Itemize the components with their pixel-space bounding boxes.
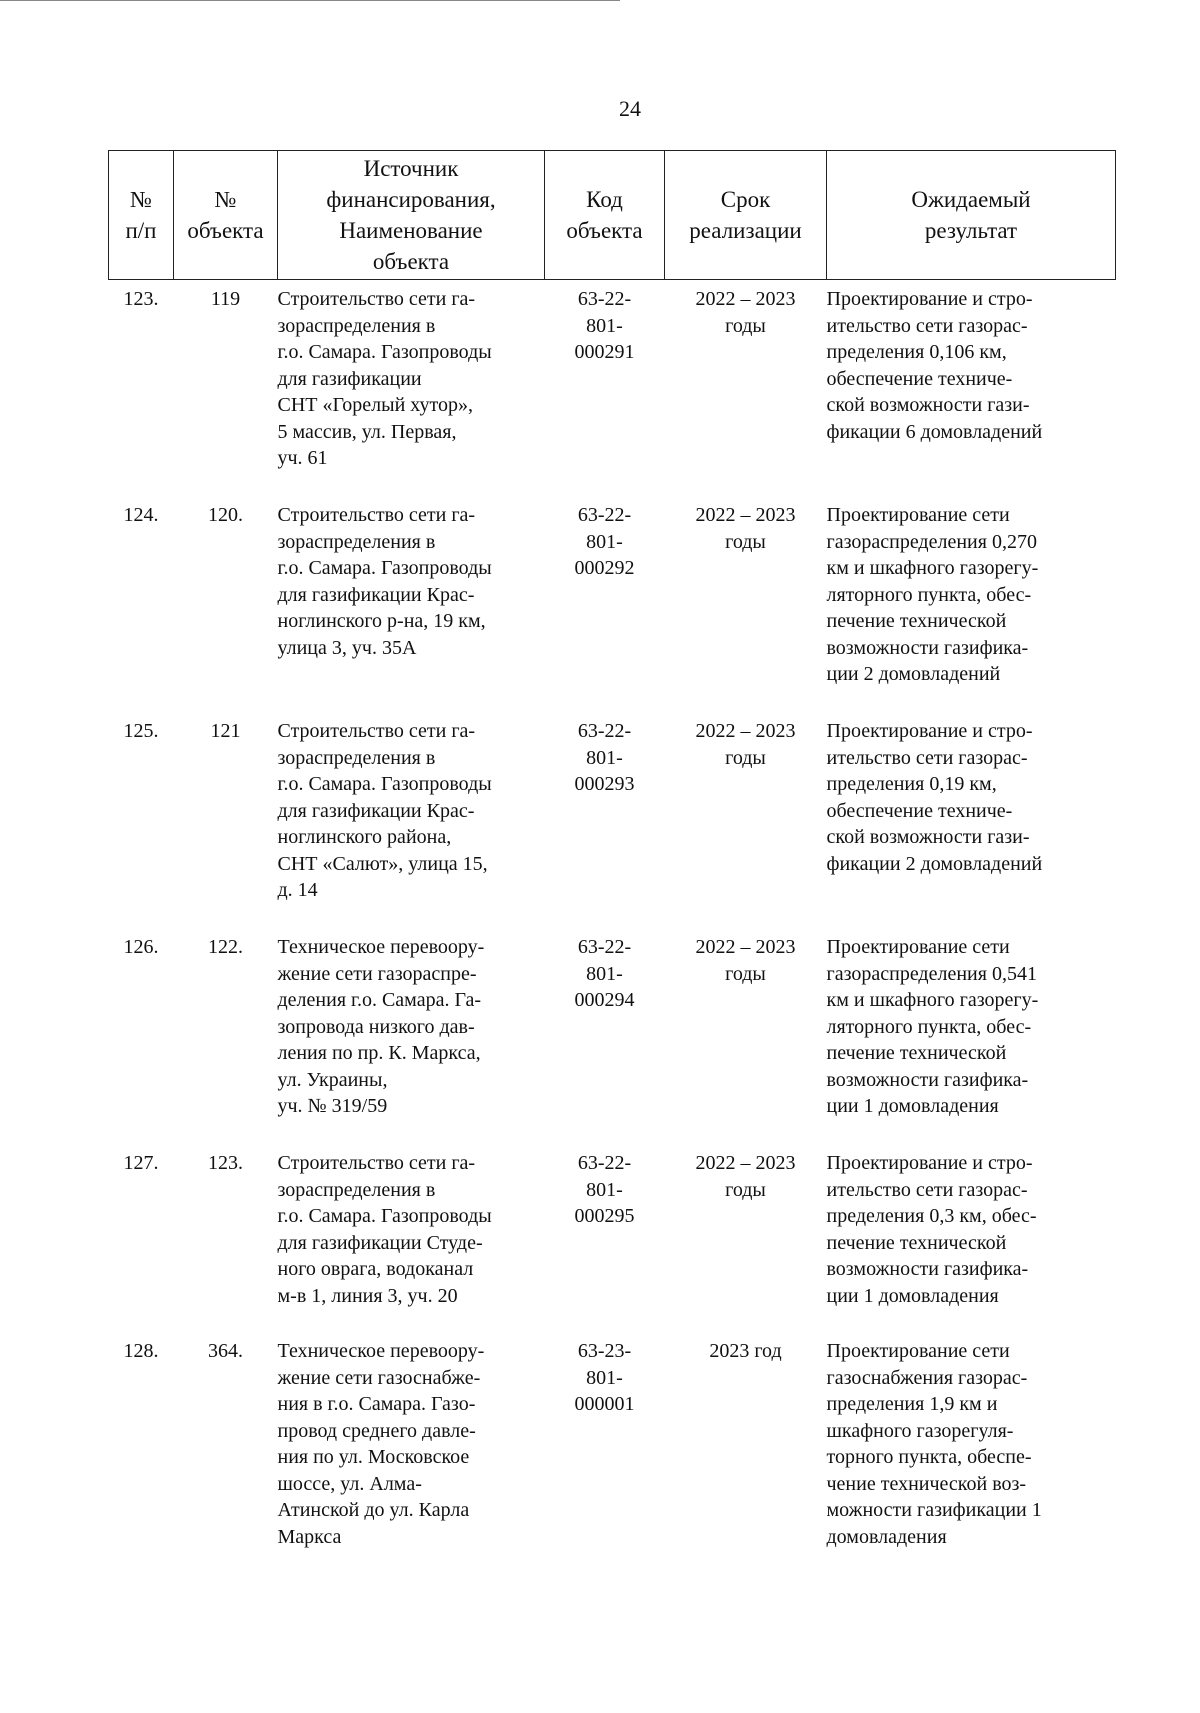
cell-line: 000001 bbox=[574, 1393, 635, 1415]
cell-object-number: 121 bbox=[210, 720, 241, 742]
cell-line: 801- bbox=[586, 314, 623, 337]
cell-line: 2023 год bbox=[709, 1340, 782, 1362]
table-row bbox=[109, 496, 1116, 712]
cell-line: 000292 bbox=[574, 557, 635, 579]
table-header-row bbox=[109, 151, 1116, 280]
cell-line: СНТ «Салют», улица 15, bbox=[277, 852, 488, 875]
header-num: № п/п bbox=[109, 151, 174, 280]
cell-expected-result bbox=[827, 1144, 1116, 1332]
cell-line: ции 1 домовладения bbox=[826, 1095, 999, 1117]
table-body bbox=[109, 280, 1116, 1559]
cell-line: чение технической воз- bbox=[826, 1472, 1027, 1495]
cell-object-number: 364. bbox=[208, 1340, 243, 1362]
cell-line: пределения 0,3 км, обес- bbox=[826, 1205, 1037, 1227]
cell-line: домовладения bbox=[826, 1525, 947, 1548]
cell-source-name bbox=[278, 1332, 545, 1558]
cell-line: ного оврага, водоканал bbox=[277, 1258, 474, 1280]
cell-line: обеспечение техниче- bbox=[826, 367, 1013, 390]
cell-row-number: 123. bbox=[123, 288, 159, 310]
cell-line: Проектирование и стро- bbox=[826, 1152, 1033, 1174]
cell-line: возможности газифика- bbox=[826, 636, 1029, 659]
cell-line: зораспределения в bbox=[277, 1178, 436, 1201]
cell-line: ления по пр. К. Маркса, bbox=[277, 1042, 481, 1064]
cell-line: 63-23- bbox=[577, 1340, 632, 1362]
cell-line: пределения 1,9 км и bbox=[826, 1393, 998, 1415]
table-row bbox=[109, 280, 1116, 497]
cell-line: газоснабжения газорас- bbox=[826, 1366, 1028, 1389]
cell-line: возможности газифика- bbox=[826, 1068, 1029, 1091]
cell-source-name bbox=[278, 928, 545, 1144]
cell-line: шоссе, ул. Алма- bbox=[277, 1472, 422, 1495]
cell-line: зораспределения в bbox=[277, 746, 436, 769]
cell-line: г.о. Самара. Газопроводы bbox=[277, 773, 492, 795]
page-number: 24 bbox=[619, 96, 641, 121]
cell-line: можности газификации 1 bbox=[826, 1499, 1042, 1521]
cell-object-number: 122. bbox=[208, 936, 243, 958]
cell-line: ительство сети газорас- bbox=[826, 746, 1028, 769]
cell-line: ния в г.о. Самара. Газо- bbox=[277, 1393, 476, 1415]
cell-line: 2022 – 2023 bbox=[695, 1152, 796, 1174]
cell-row-number: 125. bbox=[123, 720, 159, 742]
cell-line: ительство сети газорас- bbox=[826, 314, 1028, 337]
cell-line: для газификации Крас- bbox=[277, 583, 475, 606]
investment-table bbox=[108, 150, 1116, 1558]
cell-line: 000291 bbox=[574, 341, 635, 363]
cell-line: Строительство сети га- bbox=[277, 720, 476, 742]
cell-line: уч. 61 bbox=[277, 447, 328, 469]
header-source: Источник финансирования, Наименование объекта bbox=[278, 151, 545, 280]
cell-line: 000295 bbox=[574, 1205, 635, 1227]
cell-line: газораспределения 0,270 bbox=[826, 530, 1037, 553]
cell-line: годы bbox=[725, 962, 766, 985]
cell-line: 2022 – 2023 bbox=[695, 936, 796, 958]
cell-line: Техническое перевоору- bbox=[277, 936, 485, 958]
cell-line: печение технической bbox=[826, 1231, 1007, 1254]
cell-line: 2022 – 2023 bbox=[695, 720, 796, 742]
cell-line: Атинской до ул. Карла bbox=[277, 1499, 470, 1521]
cell-term bbox=[665, 712, 827, 928]
cell-line: деления г.о. Самара. Га- bbox=[277, 989, 482, 1011]
cell-line: ской возможности гази- bbox=[826, 394, 1030, 416]
cell-line: пределения 0,106 км, bbox=[826, 341, 1007, 363]
cell-line: г.о. Самара. Газопроводы bbox=[277, 1205, 492, 1227]
cell-row-number: 127. bbox=[123, 1152, 159, 1174]
cell-line: годы bbox=[725, 314, 766, 337]
cell-line: г.о. Самара. Газопроводы bbox=[277, 341, 492, 363]
cell-source-name bbox=[278, 496, 545, 712]
cell-line: ноглинского р-на, 19 км, bbox=[277, 610, 486, 632]
cell-line: 801- bbox=[586, 1178, 623, 1201]
cell-line: ноглинского района, bbox=[277, 826, 452, 848]
cell-line: 801- bbox=[586, 530, 623, 553]
cell-line: годы bbox=[725, 746, 766, 769]
cell-line: 63-22- bbox=[577, 1152, 632, 1174]
cell-term bbox=[665, 1144, 827, 1332]
cell-object-code bbox=[545, 1144, 665, 1332]
cell-line: зораспределения в bbox=[277, 314, 436, 337]
cell-expected-result bbox=[827, 928, 1116, 1144]
cell-object-code bbox=[545, 496, 665, 712]
cell-line: газораспределения 0,541 bbox=[826, 962, 1037, 985]
cell-line: СНТ «Горелый хутор», bbox=[277, 394, 474, 416]
cell-line: км и шкафного газорегу- bbox=[826, 557, 1039, 579]
cell-object-number: 120. bbox=[208, 504, 243, 526]
cell-row-number: 126. bbox=[123, 936, 159, 958]
cell-line: Проектирование сети bbox=[826, 504, 1010, 526]
cell-line: ительство сети газорас- bbox=[826, 1178, 1028, 1201]
cell-object-code bbox=[545, 280, 665, 497]
cell-object-number: 123. bbox=[208, 1152, 243, 1174]
cell-line: Проектирование сети bbox=[826, 936, 1010, 958]
cell-line: Проектирование сети bbox=[826, 1340, 1010, 1362]
cell-line: фикации 6 домовладений bbox=[826, 420, 1043, 443]
cell-expected-result bbox=[827, 280, 1116, 497]
cell-term bbox=[665, 496, 827, 712]
cell-term bbox=[665, 280, 827, 497]
cell-line: фикации 2 домовладений bbox=[826, 852, 1043, 875]
cell-line: годы bbox=[725, 1178, 766, 1201]
cell-source-name bbox=[278, 1144, 545, 1332]
header-object-number: № объекта bbox=[174, 151, 278, 280]
cell-line: Строительство сети га- bbox=[277, 1152, 476, 1174]
cell-line: улица 3, уч. 35А bbox=[277, 636, 417, 659]
cell-line: Строительство сети га- bbox=[277, 288, 476, 310]
cell-line: для газификации Крас- bbox=[277, 799, 475, 822]
cell-line: км и шкафного газорегу- bbox=[826, 989, 1039, 1011]
cell-line: 000293 bbox=[574, 773, 635, 795]
cell-line: зопровода низкого дав- bbox=[277, 1015, 475, 1038]
cell-line: 63-22- bbox=[577, 936, 632, 958]
table-row bbox=[109, 712, 1116, 928]
cell-line: печение технической bbox=[826, 1042, 1007, 1064]
cell-line: м-в 1, линия 3, уч. 20 bbox=[277, 1284, 458, 1307]
cell-line: ул. Украины, bbox=[277, 1068, 388, 1091]
cell-source-name bbox=[278, 712, 545, 928]
cell-line: ции 1 домовладения bbox=[826, 1284, 999, 1307]
cell-line: для газификации bbox=[277, 367, 422, 390]
header-term: Срок реализации bbox=[665, 151, 827, 280]
cell-line: Проектирование и стро- bbox=[826, 288, 1033, 310]
cell-line: Строительство сети га- bbox=[277, 504, 476, 526]
cell-line: торного пункта, обеспе- bbox=[826, 1446, 1032, 1468]
scan-edge-line bbox=[0, 0, 620, 1]
cell-line: 63-22- bbox=[577, 504, 632, 526]
cell-expected-result bbox=[827, 1332, 1116, 1558]
cell-line: Техническое перевоору- bbox=[277, 1340, 485, 1362]
header-result: Ожидаемый результат bbox=[827, 151, 1116, 280]
cell-object-code bbox=[545, 712, 665, 928]
table-row bbox=[109, 1144, 1116, 1332]
cell-line: 63-22- bbox=[577, 288, 632, 310]
cell-line: 63-22- bbox=[577, 720, 632, 742]
table-row bbox=[109, 1332, 1116, 1558]
cell-line: 801- bbox=[586, 1366, 623, 1389]
cell-line: жение сети газоснабже- bbox=[277, 1366, 481, 1389]
cell-object-number: 119 bbox=[210, 288, 241, 310]
cell-line: ской возможности гази- bbox=[826, 826, 1030, 848]
cell-line: Маркса bbox=[277, 1525, 342, 1548]
cell-expected-result bbox=[827, 712, 1116, 928]
cell-line: 000294 bbox=[574, 989, 635, 1011]
cell-line: зораспределения в bbox=[277, 530, 436, 553]
cell-line: возможности газифика- bbox=[826, 1258, 1029, 1280]
cell-term bbox=[665, 1332, 827, 1558]
cell-line: пределения 0,19 км, bbox=[826, 773, 997, 795]
table-row bbox=[109, 928, 1116, 1144]
cell-line: г.о. Самара. Газопроводы bbox=[277, 557, 492, 579]
cell-line: Проектирование и стро- bbox=[826, 720, 1033, 742]
cell-line: жение сети газораспре- bbox=[277, 962, 477, 985]
cell-line: для газификации Студе- bbox=[277, 1231, 483, 1254]
cell-line: 2022 – 2023 bbox=[695, 504, 796, 526]
cell-line: 801- bbox=[586, 746, 623, 769]
cell-object-code bbox=[545, 1332, 665, 1558]
cell-line: 2022 – 2023 bbox=[695, 288, 796, 310]
cell-line: обеспечение техниче- bbox=[826, 799, 1013, 822]
cell-line: 5 массив, ул. Первая, bbox=[277, 420, 457, 443]
cell-row-number: 124. bbox=[123, 504, 159, 526]
cell-line: провод среднего давле- bbox=[277, 1419, 476, 1442]
cell-term bbox=[665, 928, 827, 1144]
cell-line: 801- bbox=[586, 962, 623, 985]
cell-line: шкафного газорегуля- bbox=[826, 1419, 1014, 1442]
cell-row-number: 128. bbox=[123, 1340, 159, 1362]
cell-expected-result bbox=[827, 496, 1116, 712]
cell-line: ния по ул. Московское bbox=[277, 1446, 470, 1468]
cell-source-name bbox=[278, 280, 545, 497]
cell-line: печение технической bbox=[826, 610, 1007, 632]
cell-line: ции 2 домовладений bbox=[826, 663, 1001, 685]
cell-line: годы bbox=[725, 530, 766, 553]
header-code: Код объекта bbox=[545, 151, 665, 280]
cell-object-code bbox=[545, 928, 665, 1144]
cell-line: уч. № 319/59 bbox=[277, 1095, 388, 1117]
cell-line: д. 14 bbox=[277, 879, 318, 901]
cell-line: ляторного пункта, обес- bbox=[826, 583, 1032, 606]
cell-line: ляторного пункта, обес- bbox=[826, 1015, 1032, 1038]
